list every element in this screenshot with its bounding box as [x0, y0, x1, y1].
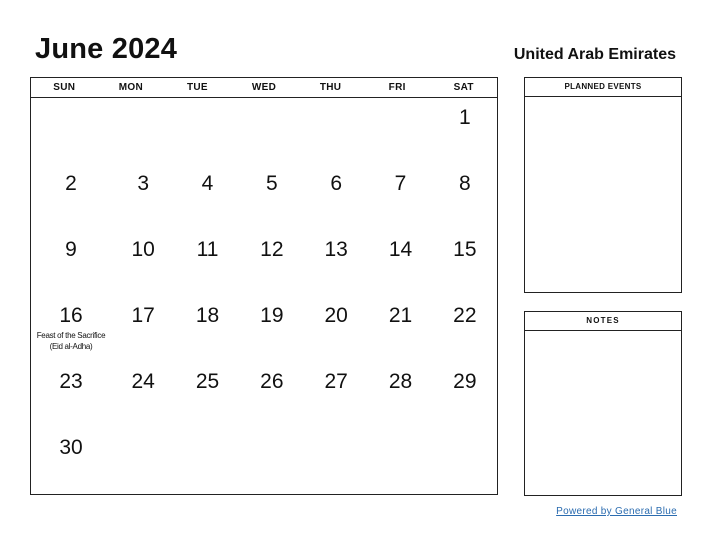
- day-number: 21: [388, 304, 413, 327]
- day-cell: [175, 428, 239, 494]
- day-number: 18: [195, 304, 220, 327]
- day-cell: [433, 428, 497, 494]
- day-cell: [111, 230, 175, 296]
- day-cell: [368, 164, 432, 230]
- day-cell: [433, 296, 497, 362]
- day-cell: [31, 164, 111, 230]
- day-grid: [31, 98, 497, 494]
- day-number: 26: [260, 370, 284, 393]
- day-cell: [433, 230, 497, 296]
- day-cell: [433, 362, 497, 428]
- day-number: 9: [65, 238, 77, 261]
- day-cell: [240, 164, 304, 230]
- day-cell: [368, 230, 432, 296]
- day-cell: [31, 428, 111, 494]
- day-cell: [175, 362, 239, 428]
- day-number: 27: [324, 370, 348, 393]
- day-number: 6: [330, 172, 342, 195]
- day-number: 14: [388, 238, 413, 261]
- day-number: 29: [453, 370, 477, 393]
- day-cell: [304, 296, 368, 362]
- day-number: 11: [196, 238, 219, 261]
- day-number: 16: [59, 304, 83, 327]
- weekday-sun: SUN: [53, 82, 76, 93]
- weekday-sat: SAT: [453, 82, 474, 93]
- day-cell: [111, 296, 175, 362]
- day-cell: [433, 164, 497, 230]
- day-number: 19: [260, 304, 284, 327]
- day-cell: [368, 362, 432, 428]
- day-cell: [240, 296, 304, 362]
- day-cell: [175, 296, 239, 362]
- day-number: 23: [59, 370, 83, 393]
- weekday-thu: THU: [319, 82, 342, 93]
- day-cell: [175, 230, 239, 296]
- day-number: 25: [195, 370, 220, 393]
- weekday-wed: WED: [251, 82, 277, 93]
- day-number: 4: [201, 172, 214, 195]
- day-number: 17: [131, 304, 155, 327]
- weekday-tue: TUE: [186, 82, 208, 93]
- day-number: 1: [458, 106, 471, 129]
- day-cell: [240, 362, 304, 428]
- day-cell: [240, 428, 304, 494]
- day-cell: [368, 296, 432, 362]
- day-cell: [111, 98, 175, 164]
- day-cell: [240, 230, 304, 296]
- country-label: United Arab Emirates: [513, 46, 676, 63]
- holiday-label: Feast of the Sacrifice (Eid al-Adha): [36, 331, 106, 351]
- day-cell: [433, 98, 497, 164]
- day-cell: [31, 230, 111, 296]
- notes-header: NOTES: [525, 312, 681, 331]
- day-number: 8: [458, 172, 471, 195]
- powered-by-link[interactable]: Powered by General Blue: [556, 506, 677, 517]
- day-number: 2: [65, 172, 77, 195]
- day-cell: [31, 296, 111, 362]
- day-cell: [304, 362, 368, 428]
- day-cell: [304, 98, 368, 164]
- page-title: June 2024: [35, 33, 178, 65]
- calendar-grid: [30, 77, 498, 495]
- weekday-header: [31, 78, 497, 98]
- day-cell: [111, 362, 175, 428]
- day-cell: [111, 164, 175, 230]
- day-cell: [31, 98, 111, 164]
- day-cell: [175, 164, 239, 230]
- day-number: 24: [131, 370, 155, 393]
- day-cell: [111, 428, 175, 494]
- day-number: 30: [59, 436, 83, 459]
- day-number: 13: [324, 238, 348, 261]
- weekday-fri: FRI: [388, 82, 406, 93]
- weekday-mon: MON: [118, 82, 143, 93]
- day-number: 28: [388, 370, 413, 393]
- day-number: 7: [394, 172, 407, 195]
- planned-events-header: PLANNED EVENTS: [525, 78, 681, 97]
- day-cell: [304, 428, 368, 494]
- day-number: 10: [131, 238, 155, 261]
- day-number: 15: [453, 238, 477, 261]
- day-cell: [31, 362, 111, 428]
- day-number: 22: [453, 304, 477, 327]
- day-number: 3: [137, 172, 149, 195]
- day-cell: [175, 98, 239, 164]
- planned-events-panel: [524, 77, 682, 293]
- day-cell: [368, 428, 432, 494]
- day-cell: [304, 230, 368, 296]
- day-number: 5: [265, 172, 278, 195]
- day-cell: [368, 98, 432, 164]
- day-number: 20: [324, 304, 348, 327]
- notes-panel: [524, 311, 682, 496]
- day-number: 12: [260, 238, 284, 261]
- day-cell: [240, 98, 304, 164]
- day-cell: [304, 164, 368, 230]
